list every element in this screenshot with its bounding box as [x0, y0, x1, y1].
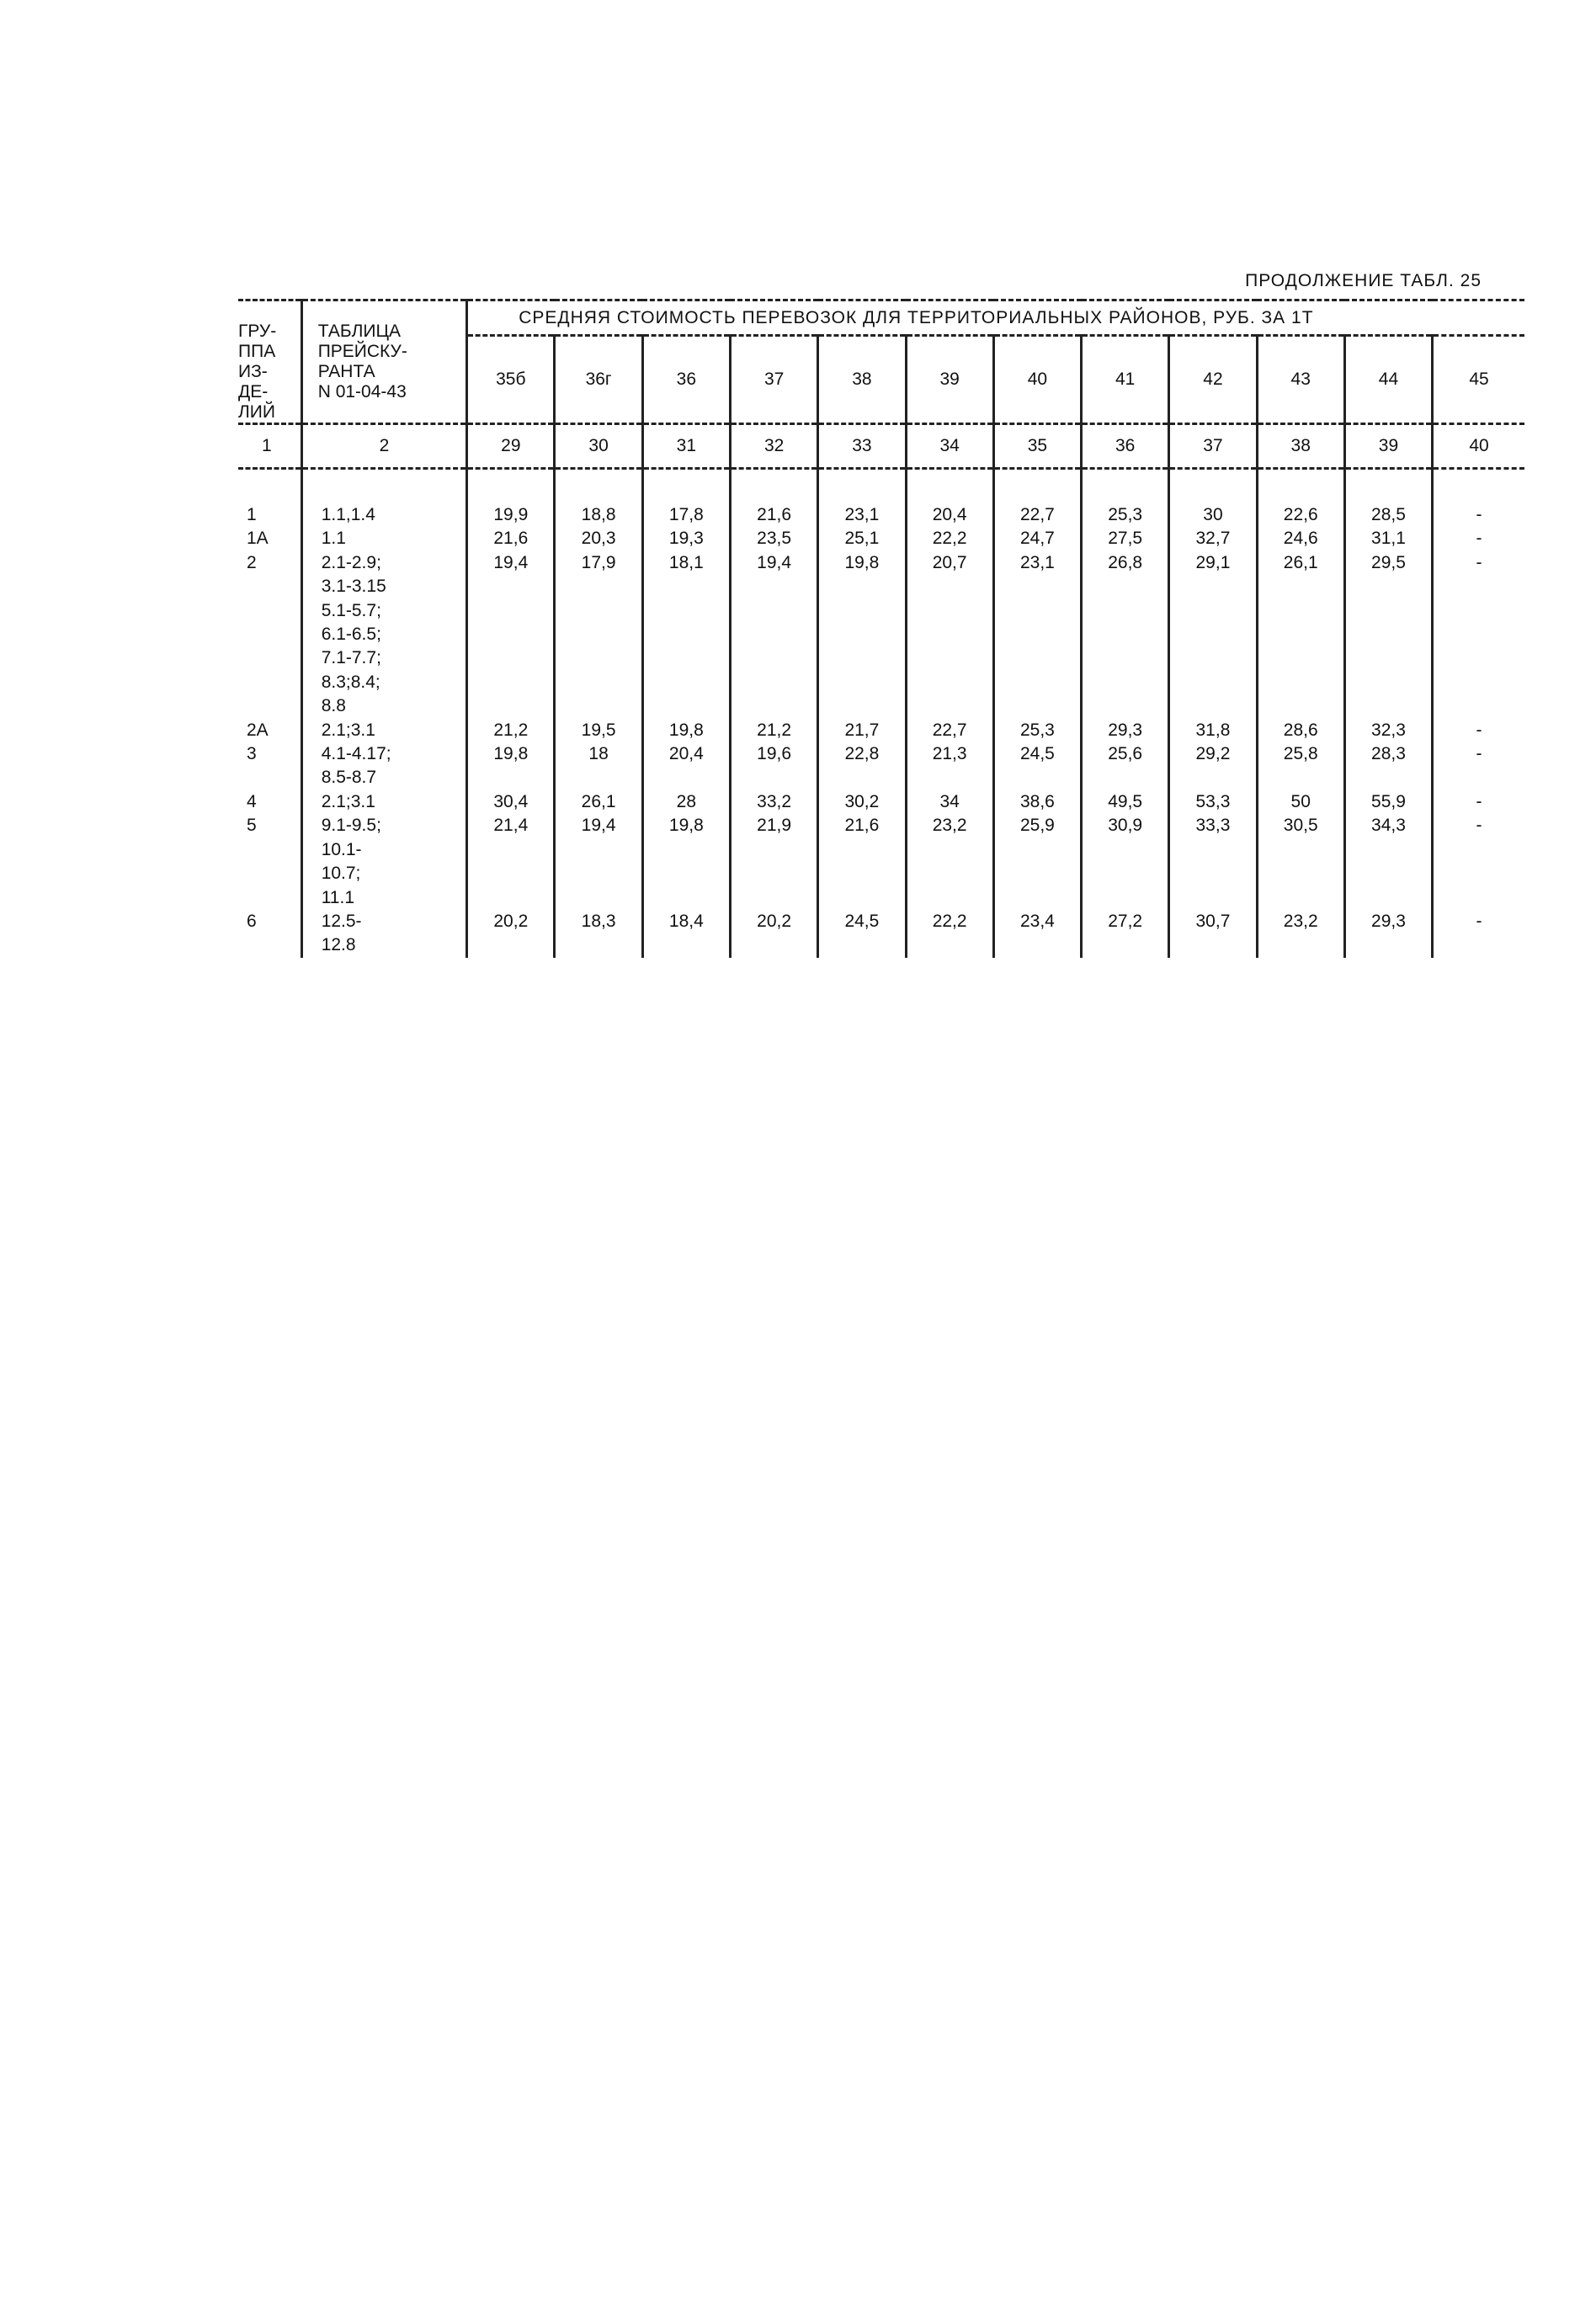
cost-cell: 21,7	[818, 719, 906, 742]
header-region-35б: 35б	[467, 336, 555, 424]
cost-cell: 19,3	[642, 527, 730, 550]
cost-cell: 30,2	[818, 790, 906, 814]
cost-cell: 19,8	[642, 814, 730, 910]
cost-cell: 19,4	[555, 814, 642, 910]
cost-cell: 19,4	[467, 551, 555, 719]
cost-cell: 24,5	[818, 910, 906, 958]
column-number-cell: 37	[1169, 424, 1257, 469]
cost-cell: 19,4	[730, 551, 817, 719]
group-cell: 3	[238, 742, 301, 790]
cost-cell: 21,2	[730, 719, 817, 742]
cost-cell: 23,1	[993, 551, 1081, 719]
cost-cell: 22,6	[1257, 503, 1344, 527]
header-region-37: 37	[730, 336, 817, 424]
cost-cell: 30,4	[467, 790, 555, 814]
table-row	[238, 551, 1524, 719]
cost-cell: 23,1	[818, 503, 906, 527]
continuation-label: ПРОДОЛЖЕНИЕ ТАБЛ. 25	[1245, 271, 1482, 290]
price-list-table-cell: 2.1;3.1	[301, 790, 467, 814]
group-cell: 1А	[238, 527, 301, 550]
cost-cell: 19,8	[642, 719, 730, 742]
cost-cell: 24,6	[1257, 527, 1344, 550]
cost-cell: 22,7	[906, 719, 993, 742]
cost-cell: 31,1	[1344, 527, 1432, 550]
spacer-cell	[906, 469, 993, 504]
column-number-cell: 2	[301, 424, 467, 469]
column-number-cell: 29	[467, 424, 555, 469]
cost-cell: 27,5	[1082, 527, 1169, 550]
column-number-cell: 35	[993, 424, 1081, 469]
column-number-cell: 39	[1344, 424, 1432, 469]
column-number-cell: 40	[1433, 424, 1524, 469]
group-cell: 2А	[238, 719, 301, 742]
cost-cell: 30,9	[1082, 814, 1169, 910]
table-row	[238, 790, 1524, 814]
spacer-cell	[1169, 469, 1257, 504]
cost-cell: 29,5	[1344, 551, 1432, 719]
spacer-cell	[818, 469, 906, 504]
cost-cell: 25,8	[1257, 742, 1344, 790]
cost-cell: -	[1476, 529, 1482, 549]
cost-cell: 25,9	[993, 814, 1081, 910]
cost-cell: 25,3	[993, 719, 1081, 742]
header-region-40: 40	[993, 336, 1081, 424]
cost-cell: 26,8	[1082, 551, 1169, 719]
cost-cell: 18,1	[642, 551, 730, 719]
cost-cell: 28	[642, 790, 730, 814]
cost-cell: 34,3	[1344, 814, 1432, 910]
price-table	[238, 299, 1524, 958]
cost-cell: 21,9	[730, 814, 817, 910]
column-number-cell: 30	[555, 424, 642, 469]
cost-cell: 18	[555, 742, 642, 790]
cost-cell: 18,4	[642, 910, 730, 958]
column-number-cell: 36	[1082, 424, 1169, 469]
group-cell: 4	[238, 790, 301, 814]
cost-cell: 29,3	[1082, 719, 1169, 742]
cost-cell: 23,2	[1257, 910, 1344, 958]
header-region-45: 45	[1469, 369, 1489, 390]
price-table-wrapper	[238, 299, 1524, 958]
header-region-36: 36	[642, 336, 730, 424]
cost-cell: 19,8	[818, 551, 906, 719]
cost-cell: 55,9	[1344, 790, 1432, 814]
cost-cell: -	[1476, 911, 1482, 931]
column-number-cell: 38	[1257, 424, 1344, 469]
cost-cell: -	[1476, 552, 1482, 572]
price-list-table-cell: 2.1-2.9; 3.1-3.15 5.1-5.7; 6.1-6.5; 7.1-7.7; 8.3;8.4; 8.8	[301, 551, 467, 719]
cost-cell: 28,3	[1344, 742, 1432, 790]
table-row	[238, 527, 1524, 550]
spacer-cell	[555, 469, 642, 504]
header-group: ГРУ- ППА ИЗ- ДЕ- ЛИЙ	[238, 300, 301, 424]
cost-cell: 20,2	[467, 910, 555, 958]
cost-cell: 30,7	[1169, 910, 1257, 958]
cost-cell: 20,7	[906, 551, 993, 719]
column-number-row	[238, 424, 1524, 469]
header-row-top	[238, 300, 1524, 336]
cost-cell: 23,4	[993, 910, 1081, 958]
cost-cell: 25,1	[818, 527, 906, 550]
cost-cell: 24,5	[993, 742, 1081, 790]
cost-cell: 29,1	[1169, 551, 1257, 719]
header-region-36г: 36г	[555, 336, 642, 424]
cost-cell: 30	[1169, 503, 1257, 527]
cost-cell: 21,4	[467, 814, 555, 910]
column-number-cell: 33	[818, 424, 906, 469]
header-region-41: 41	[1082, 336, 1169, 424]
cost-cell: -	[1476, 816, 1482, 836]
cost-cell: 25,3	[1082, 503, 1169, 527]
price-list-table-cell: 1.1	[301, 527, 467, 550]
cost-cell: 17,9	[555, 551, 642, 719]
cost-cell: 33,2	[730, 790, 817, 814]
cost-cell: 21,2	[467, 719, 555, 742]
cost-cell: -	[1476, 744, 1482, 764]
price-list-table-cell: 9.1-9.5; 10.1- 10.7; 11.1	[301, 814, 467, 910]
cost-cell: 33,3	[1169, 814, 1257, 910]
spacer-cell	[301, 469, 467, 504]
table-row	[238, 742, 1524, 790]
cost-cell: 38,6	[993, 790, 1081, 814]
header-region-44: 44	[1344, 336, 1432, 424]
cost-cell: 22,2	[906, 527, 993, 550]
cost-cell: 18,3	[555, 910, 642, 958]
spacer-cell	[467, 469, 555, 504]
cost-cell: 21,6	[730, 503, 817, 527]
cost-cell: 19,8	[467, 742, 555, 790]
header-region-38: 38	[818, 336, 906, 424]
group-cell: 1	[238, 503, 301, 527]
cost-cell: 49,5	[1082, 790, 1169, 814]
spacer-cell	[730, 469, 817, 504]
group-cell: 2	[238, 551, 301, 719]
cost-cell: 28,5	[1344, 503, 1432, 527]
cost-cell: 19,5	[555, 719, 642, 742]
cost-cell: 19,6	[730, 742, 817, 790]
cost-cell: 28,6	[1257, 719, 1344, 742]
header-cost-span: СРЕДНЯЯ СТОИМОСТЬ ПЕРЕВОЗОК ДЛЯ ТЕРРИТОРИАЛЬНЫХ РАЙОНОВ, РУБ. ЗА 1Т	[467, 300, 1524, 336]
cost-cell: 20,4	[906, 503, 993, 527]
cost-cell: 31,8	[1169, 719, 1257, 742]
cost-cell: 22,2	[906, 910, 993, 958]
column-number-cell: 32	[730, 424, 817, 469]
cost-cell: 20,3	[555, 527, 642, 550]
cost-cell: 21,3	[906, 742, 993, 790]
cost-cell: 22,8	[818, 742, 906, 790]
spacer-cell	[238, 469, 301, 504]
cost-cell: 18,8	[555, 503, 642, 527]
cost-cell: -	[1476, 791, 1482, 811]
price-list-table-cell: 2.1;3.1	[301, 719, 467, 742]
column-number-cell: 34	[906, 424, 993, 469]
cost-cell: 17,8	[642, 503, 730, 527]
cost-cell: 23,2	[906, 814, 993, 910]
spacer-cell	[1082, 469, 1169, 504]
header-table: ТАБЛИЦА ПРЕЙСКУ- РАНТА N 01-04-43	[301, 300, 467, 424]
cost-cell: 29,2	[1169, 742, 1257, 790]
cost-cell: -	[1476, 505, 1482, 524]
price-list-table-cell: 4.1-4.17; 8.5-8.7	[301, 742, 467, 790]
table-row	[238, 503, 1524, 527]
cost-cell: 27,2	[1082, 910, 1169, 958]
spacer-row	[238, 469, 1524, 504]
cost-cell: 32,3	[1344, 719, 1432, 742]
spacer-cell	[993, 469, 1081, 504]
cost-cell: 22,7	[993, 503, 1081, 527]
price-list-table-cell: 12.5- 12.8	[301, 910, 467, 958]
table-row	[238, 910, 1524, 958]
cost-cell: 21,6	[467, 527, 555, 550]
cost-cell: 29,3	[1344, 910, 1432, 958]
cost-cell: 26,1	[555, 790, 642, 814]
cost-cell: 30,5	[1257, 814, 1344, 910]
cost-cell: 20,2	[730, 910, 817, 958]
spacer-cell	[1257, 469, 1344, 504]
table-row	[238, 814, 1524, 910]
header-region-42: 42	[1169, 336, 1257, 424]
column-number-cell: 31	[642, 424, 730, 469]
group-cell: 5	[238, 814, 301, 910]
cost-cell: 53,3	[1169, 790, 1257, 814]
column-number-cell: 1	[238, 424, 301, 469]
table-row	[238, 719, 1524, 742]
cost-cell: 25,6	[1082, 742, 1169, 790]
spacer-cell	[1344, 469, 1432, 504]
cost-cell: 23,5	[730, 527, 817, 550]
group-cell: 6	[238, 910, 301, 958]
cost-cell: 21,6	[818, 814, 906, 910]
spacer-cell	[1433, 469, 1524, 504]
cost-cell: 24,7	[993, 527, 1081, 550]
cost-cell: 50	[1257, 790, 1344, 814]
header-region-43: 43	[1257, 336, 1344, 424]
cost-cell: 26,1	[1257, 551, 1344, 719]
cost-cell: 32,7	[1169, 527, 1257, 550]
cost-cell: 20,4	[642, 742, 730, 790]
cost-cell: 34	[906, 790, 993, 814]
price-list-table-cell: 1.1,1.4	[301, 503, 467, 527]
cost-cell: 19,9	[467, 503, 555, 527]
header-region-39: 39	[906, 336, 993, 424]
cost-cell: -	[1476, 720, 1482, 740]
spacer-cell	[642, 469, 730, 504]
